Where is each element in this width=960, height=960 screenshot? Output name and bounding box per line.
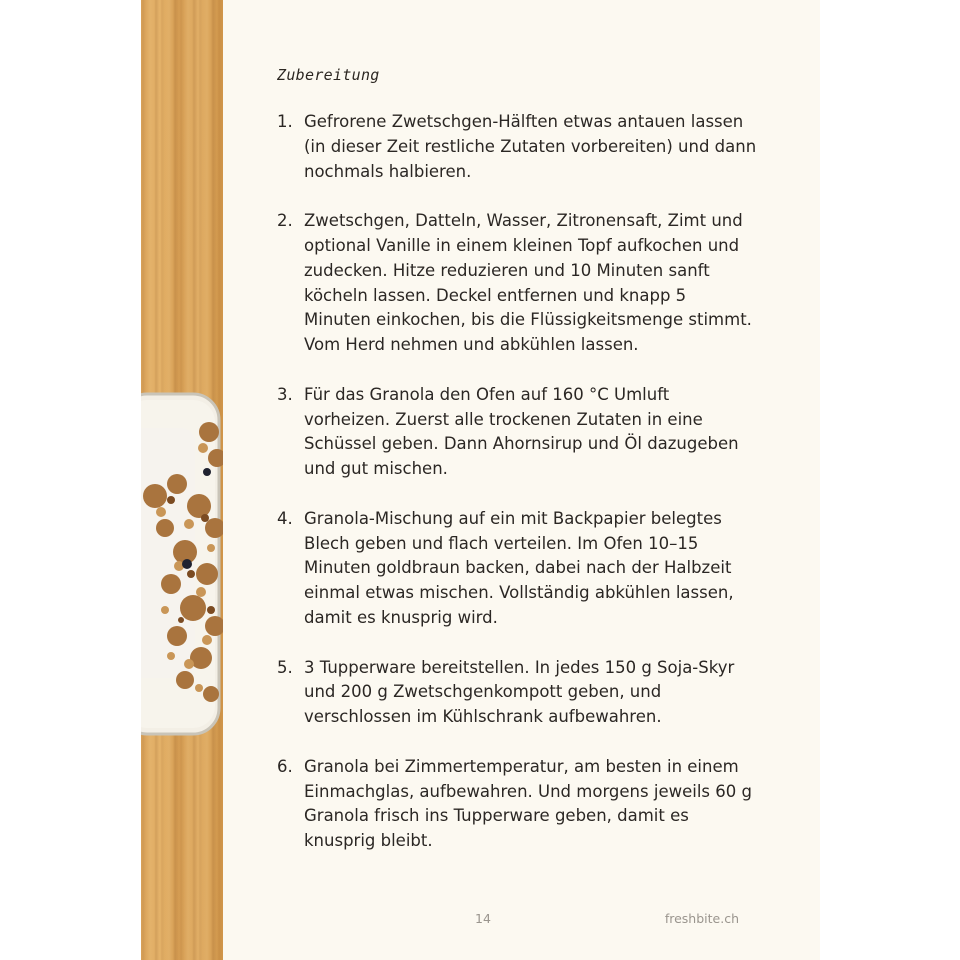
step-number: 1. (277, 112, 293, 131)
granola-jar-photo (141, 388, 223, 740)
document-page (141, 0, 820, 960)
step-number: 2. (277, 211, 293, 231)
step-number: 5. (277, 657, 293, 677)
step-item (277, 110, 757, 184)
step-text: Granola bei Zimmertemperatur, am besten in einem Einmachglas, aufbewahren. Und morgens jeweils 60 g Granola frisch ins Tupperware geben, damit es knusprig bleibt. (304, 756, 752, 851)
step-text: Zwetschgen, Datteln, Wasser, Zitronensaft, Zimt und optional Vanille in einem kleinen Topf aufkochen und zudecken. Hitze reduzieren und 10 Minuten sanft köcheln lassen. Deckel entfernen und knapp 5 Minuten einkochen, bis die Flüssigkeitsmenge stimmt. Vom Herd nehmen und abkühlen lassen. (304, 211, 752, 355)
step-text: Granola-Mischung auf ein mit Backpapier belegtes Blech geben und flach verteilen. Im Ofen 10–15 Minuten goldbraun backen, dabei nach der Halbzeit einmal etwas mischen. Vollständig abkühlen lassen, damit es knusprig wird. (304, 508, 734, 627)
wooden-board-photo (141, 0, 223, 960)
step-text: Gefrorene Zwetschgen-Hälften etwas antauen lassen (in dieser Zeit restliche Zutaten vorbereiten) und dann nochmals halbieren. (304, 112, 757, 181)
page-number: 14 (475, 911, 491, 926)
step-number: 6. (277, 756, 293, 776)
step-item (277, 507, 757, 631)
step-item (277, 383, 757, 482)
step-item (277, 755, 757, 854)
website-label: freshbite.ch (664, 911, 739, 926)
step-text: 3 Tupperware bereitstellen. In jedes 150 g Soja-Skyr und 200 g Zwetschgenkompott geben, und verschlossen im Kühlschrank aufbewahren. (304, 657, 735, 727)
step-number: 4. (277, 508, 293, 528)
step-number: 3. (277, 384, 293, 404)
steps-list (277, 110, 757, 879)
section-heading: Zubereitung (277, 66, 380, 84)
step-text: Für das Granola den Ofen auf 160 °C Umluft vorheizen. Zuerst alle trockenen Zutaten in eine Schüssel geben. Dann Ahornsirup und Öl dazugeben und gut mischen. (304, 384, 739, 479)
step-item (277, 209, 757, 358)
step-item (277, 656, 757, 730)
